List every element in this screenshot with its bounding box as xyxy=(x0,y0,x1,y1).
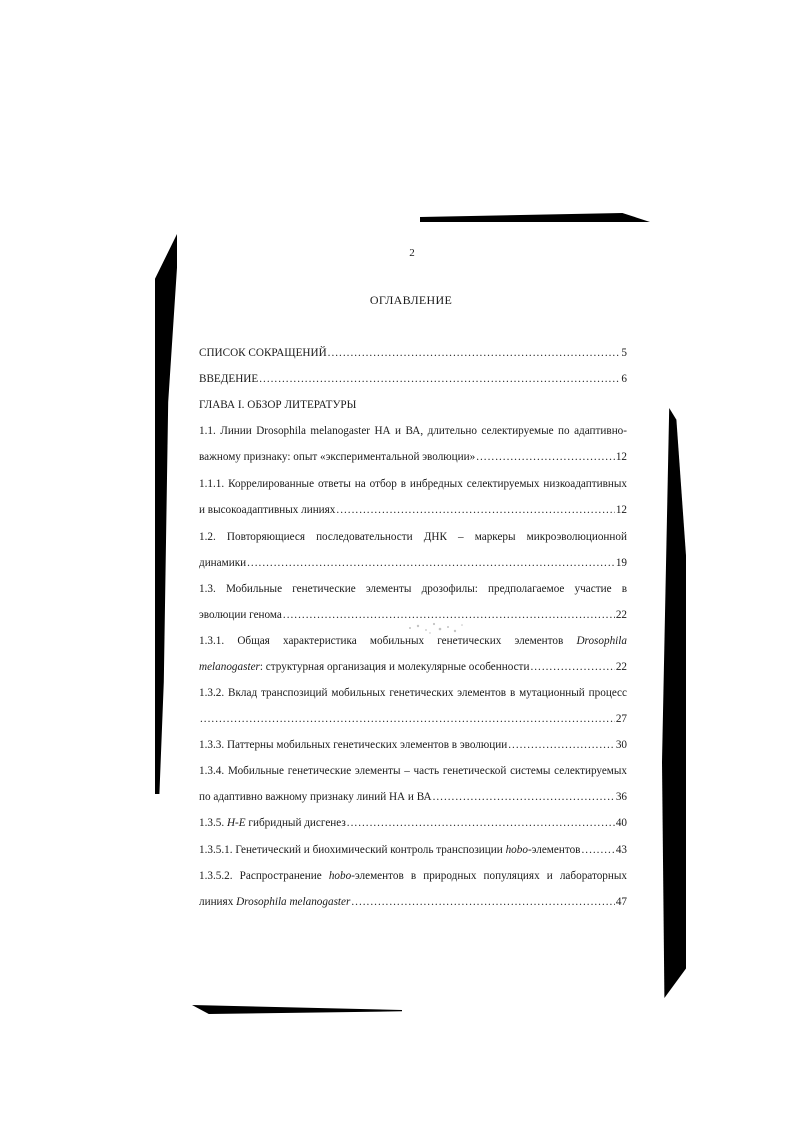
toc-entry-1-3-2-line2[interactable] xyxy=(199,712,627,726)
toc-entry-1-2-line1[interactable] xyxy=(199,530,627,544)
toc-entry-text: линиях xyxy=(199,896,234,908)
toc-entry-page: 5 xyxy=(621,347,627,359)
toc-entry-text: важному признаку: опыт «экспериментальной эволюции» xyxy=(199,451,476,463)
toc-leader-dots xyxy=(476,450,615,464)
toc-entry-1-3-5-2-line2[interactable] xyxy=(199,895,627,909)
toc-leader-dots xyxy=(247,556,615,570)
toc-entry-text: гибридный дисгенез xyxy=(248,817,346,829)
toc-chapter-label: ГЛАВА I. ОБЗОР ЛИТЕРАТУРЫ xyxy=(199,399,357,411)
toc-entry-text: 1.2. Повторяющиеся последовательности ДНК – маркеры микроэволюционной xyxy=(199,531,627,543)
toc-entry-1-3-5-1[interactable] xyxy=(199,843,627,857)
toc-entry-1-3-3[interactable] xyxy=(199,738,627,752)
toc-entry-page: 6 xyxy=(621,373,627,385)
toc-entry-1-3-1-line1[interactable] xyxy=(199,634,627,648)
toc-leader-dots xyxy=(347,816,615,830)
toc-entry-text: : структурная организация и молекулярные особенности xyxy=(259,661,530,673)
toc-entry-text: 1.1.1. Коррелированные ответы на отбор в инбредных селектируемых низкоадаптивных xyxy=(199,478,627,490)
toc-entry-text: 1.3.2. Вклад транспозиций мобильных генетических элементов в мутационный процесс xyxy=(199,687,627,699)
toc-entry-page: 22 xyxy=(615,609,627,621)
toc-entry-text: 1.3.5. xyxy=(199,817,225,829)
toc-entry-abbreviations[interactable] xyxy=(199,346,627,360)
toc-leader-dots xyxy=(351,895,614,909)
toc-leader-dots xyxy=(530,660,614,674)
toc-entry-1-3-1-line2[interactable] xyxy=(199,660,627,674)
toc-entry-page: 22 xyxy=(615,661,627,673)
toc-leader-dots xyxy=(336,503,614,517)
toc-entry-italic: H-E xyxy=(226,817,246,829)
toc-leader-dots xyxy=(200,712,615,726)
toc-entry-1-3-5-2-line1[interactable] xyxy=(199,869,627,883)
toc-leader-dots xyxy=(259,372,620,386)
toc-entry-page: 27 xyxy=(615,713,627,725)
toc-entry-page: 47 xyxy=(615,896,627,908)
toc-entry-1-2-line2[interactable] xyxy=(199,556,627,570)
toc-entry-1-3-5[interactable] xyxy=(199,816,627,830)
toc-entry-1-1-line1[interactable] xyxy=(199,424,627,438)
toc-entry-page: 12 xyxy=(615,451,627,463)
toc-entry-label: СПИСОК СОКРАЩЕНИЙ xyxy=(199,347,327,359)
toc-entry-text: 1.3.1. Общая характеристика мобильных генетических элементов xyxy=(199,635,564,647)
toc-entry-text: 1.1. Линии Drosophila melanogaster НА и ВА, длительно селектируемые по адаптивно- xyxy=(199,425,627,437)
toc-entry-1-3-2-line1[interactable] xyxy=(199,686,627,700)
scan-border-bottom xyxy=(192,1005,402,1014)
toc-entry-text: 1.3.4. Мобильные генетические элементы – часть генетической системы селектируемых xyxy=(199,765,627,777)
toc-entry-italic: Drosophila melanogaster xyxy=(236,896,351,908)
toc-entry-page: 40 xyxy=(615,817,627,829)
toc-entry-text: эволюции генома xyxy=(199,609,282,621)
toc-entry-1-3-4-line2[interactable] xyxy=(199,790,627,804)
toc-entry-text: 1.3.5.2. Распространение xyxy=(199,870,322,882)
toc-entry-italic: hobo xyxy=(505,844,528,856)
scan-border-right xyxy=(662,408,686,998)
toc-entry-text: динамики xyxy=(199,557,247,569)
toc-entry-italic: melanogaster xyxy=(199,661,260,673)
toc-entry-1-3-line1[interactable] xyxy=(199,582,627,596)
toc-entry-text: и высокоадаптивных линиях xyxy=(199,504,336,516)
toc-entry-text: 1.3. Мобильные генетические элементы дрозофилы: предполагаемое участие в xyxy=(199,583,627,595)
toc-leader-dots xyxy=(433,790,615,804)
toc-entry-label: ВВЕДЕНИЕ xyxy=(199,373,259,385)
toc-entry-page: 36 xyxy=(615,791,627,803)
toc-entry-text: -элементов в природных популяциях и лабораторных xyxy=(351,870,627,882)
toc-entry-page: 43 xyxy=(615,844,627,856)
toc-entry-text: по адаптивно важному признаку линий НА и ВА xyxy=(199,791,432,803)
toc-entry-1-1-1-line1[interactable] xyxy=(199,477,627,491)
toc-entry-introduction[interactable] xyxy=(199,372,627,386)
toc-entry-italic: Drosophila xyxy=(576,635,627,647)
toc-entry-1-1-1-line2[interactable] xyxy=(199,503,627,517)
toc-title: ОГЛАВЛЕНИЕ xyxy=(369,293,453,307)
scan-border-left xyxy=(155,234,177,794)
scan-border-top xyxy=(420,213,650,222)
toc-leader-dots xyxy=(328,346,621,360)
toc-leader-dots xyxy=(581,843,614,857)
toc-chapter-1[interactable] xyxy=(199,398,627,412)
toc-leader-dots xyxy=(508,738,615,752)
toc-entry-page: 12 xyxy=(615,504,627,516)
toc-entry-italic: hobo xyxy=(328,870,352,882)
toc-entry-page: 30 xyxy=(615,739,627,751)
toc-entry-text: 1.3.3. Паттерны мобильных генетических элементов в эволюции xyxy=(199,739,508,751)
toc-entry-1-1-line2[interactable] xyxy=(199,450,627,464)
page-number: 2 xyxy=(409,247,415,259)
toc-entry-1-3-4-line1[interactable] xyxy=(199,764,627,778)
toc-entry-text: -элементов xyxy=(527,844,581,856)
toc-entry-page: 19 xyxy=(615,557,627,569)
toc-entry-text: 1.3.5.1. Генетический и биохимический контроль транспозиции xyxy=(199,844,503,856)
